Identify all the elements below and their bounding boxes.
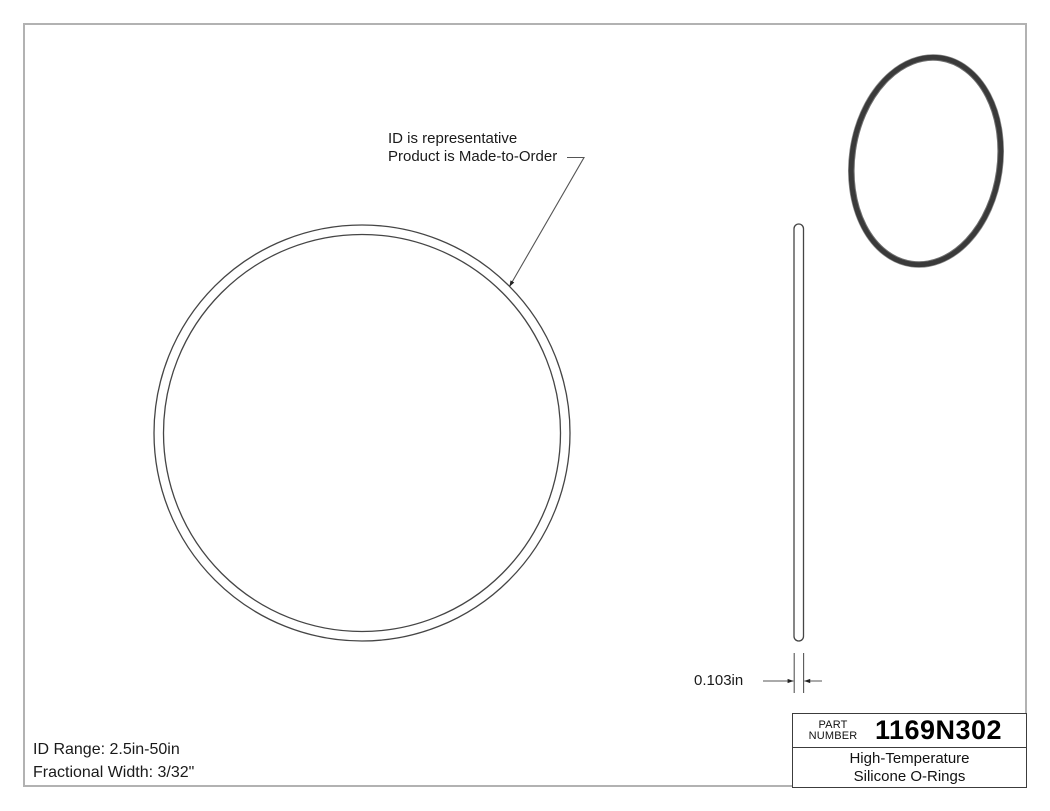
width-dimension-label: 0.103in <box>694 672 744 689</box>
oring-iso-view <box>835 45 1017 278</box>
oring-inner-circle <box>164 235 561 632</box>
annotation-line-2: Product is Made-to-Order <box>388 148 558 165</box>
fractional-width-note: Fractional Width: 3/32" <box>33 764 195 781</box>
description-line-2: Silicone O-Rings <box>853 767 966 785</box>
oring-side-view <box>794 224 804 641</box>
oring-outer-circle <box>154 225 570 641</box>
id-annotation <box>388 130 557 166</box>
part-number-value: 1169N302 <box>874 715 1003 745</box>
part-label-line-1: PART <box>818 718 848 731</box>
annotation-leader-line <box>510 158 585 287</box>
title-block-part-row <box>793 714 1026 748</box>
width-dimension <box>763 653 822 693</box>
id-range-note: ID Range: 2.5in-50in <box>33 741 180 758</box>
description-line-1: High-Temperature <box>849 749 970 767</box>
oring-front-view <box>154 225 570 641</box>
spec-notes <box>33 738 194 784</box>
part-number-label <box>801 720 865 742</box>
title-block-description <box>793 748 1026 787</box>
part-label-line-2: NUMBER <box>808 729 858 742</box>
annotation-line-1: ID is representative <box>388 130 518 147</box>
title-block <box>792 713 1027 788</box>
